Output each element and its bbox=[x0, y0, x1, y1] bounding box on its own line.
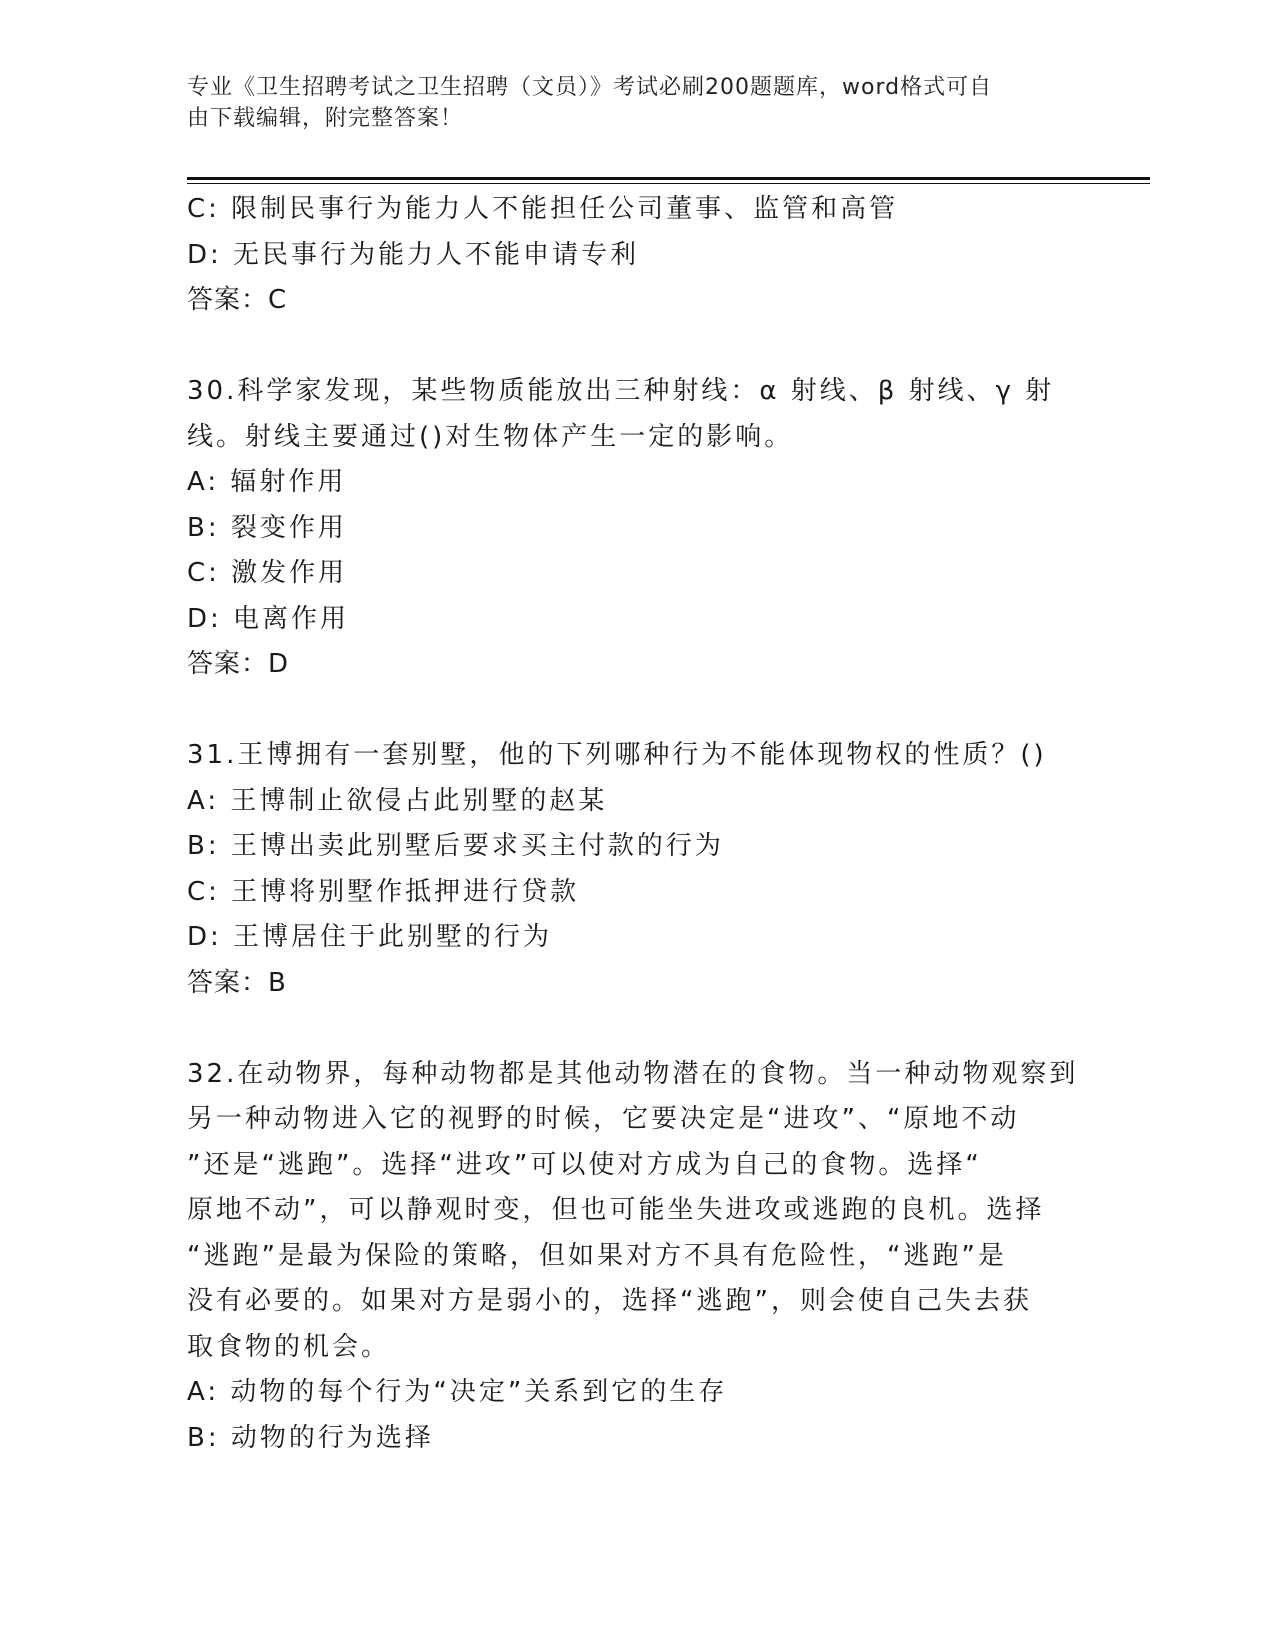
question-stem-line: 32.在动物界，每种动物都是其他动物潜在的食物。当一种动物观察到 bbox=[187, 1058, 1079, 1089]
option-a: A: 辐射作用 bbox=[187, 467, 347, 497]
option-b: B: 王博出卖此别墅后要求买主付款的行为 bbox=[187, 831, 724, 861]
question-stem-line: 原地不动”，可以静观时变，但也可能坐失进攻或逃跑的良机。选择 bbox=[187, 1195, 1045, 1225]
option-a: A: 动物的每个行为“决定”关系到它的生存 bbox=[187, 1377, 728, 1407]
option-c: C: 王博将别墅作抵押进行贷款 bbox=[187, 876, 580, 907]
question-29-tail bbox=[187, 187, 1067, 324]
option-b: B: 动物的行为选择 bbox=[187, 1422, 434, 1453]
question-stem-line: 没有必要的。如果对方是弱小的，选择“逃跑”，则会使自己失去获 bbox=[187, 1286, 1032, 1316]
header-title-line-1: 专业《卫生招聘考试之卫生招聘（文员）》考试必刷200题题库，word格式可自 bbox=[187, 75, 993, 100]
option-b: B: 裂变作用 bbox=[187, 512, 347, 543]
page-header bbox=[187, 72, 1067, 134]
question-list bbox=[187, 187, 1079, 1461]
option-a: A: 王博制止欲侵占此别墅的赵某 bbox=[187, 785, 608, 816]
question-stem-line: ”还是“逃跑”。选择“进攻”可以使对方成为自己的食物。选择“ bbox=[187, 1149, 982, 1180]
spacer bbox=[187, 688, 1067, 734]
question-stem-line: 另一种动物进入它的视野的时候，它要决定是“进攻”、“原地不动 bbox=[187, 1104, 1020, 1134]
spacer bbox=[187, 1006, 1067, 1052]
question-32 bbox=[187, 1052, 1079, 1462]
spacer bbox=[187, 324, 1067, 370]
option-d: D: 王博居住于此别墅的行为 bbox=[187, 922, 553, 952]
question-stem-line: “逃跑”是最为保险的策略，但如果对方不具有危险性，“逃跑”是 bbox=[187, 1240, 1007, 1271]
option-c: C: 激发作用 bbox=[187, 558, 348, 588]
question-stem-line: 线。射线主要通过()对生物体产生一定的影响。 bbox=[187, 421, 794, 452]
question-30 bbox=[187, 369, 1067, 688]
option-d: D: 无民事行为能力人不能申请专利 bbox=[187, 239, 640, 270]
question-stem-line: 30.科学家发现，某些物质能放出三种射线：α 射线、β 射线、γ 射 bbox=[187, 376, 1055, 406]
question-31 bbox=[187, 733, 1067, 1006]
header-divider-thick bbox=[187, 177, 1150, 180]
header-title-line-2: 由下载编辑，附完整答案！ bbox=[187, 106, 464, 131]
answer: 答案：B bbox=[187, 967, 287, 998]
question-stem-line: 取食物的机会。 bbox=[187, 1331, 391, 1362]
answer: 答案：C bbox=[187, 285, 288, 315]
answer: 答案：D bbox=[187, 649, 290, 679]
header-divider-thin bbox=[187, 183, 1150, 184]
option-d: D: 电离作用 bbox=[187, 603, 350, 634]
question-stem-line: 31.王博拥有一套别墅，他的下列哪种行为不能体现物权的性质？() bbox=[187, 740, 1047, 770]
option-c: C: 限制民事行为能力人不能担任公司董事、监管和高管 bbox=[187, 194, 899, 224]
